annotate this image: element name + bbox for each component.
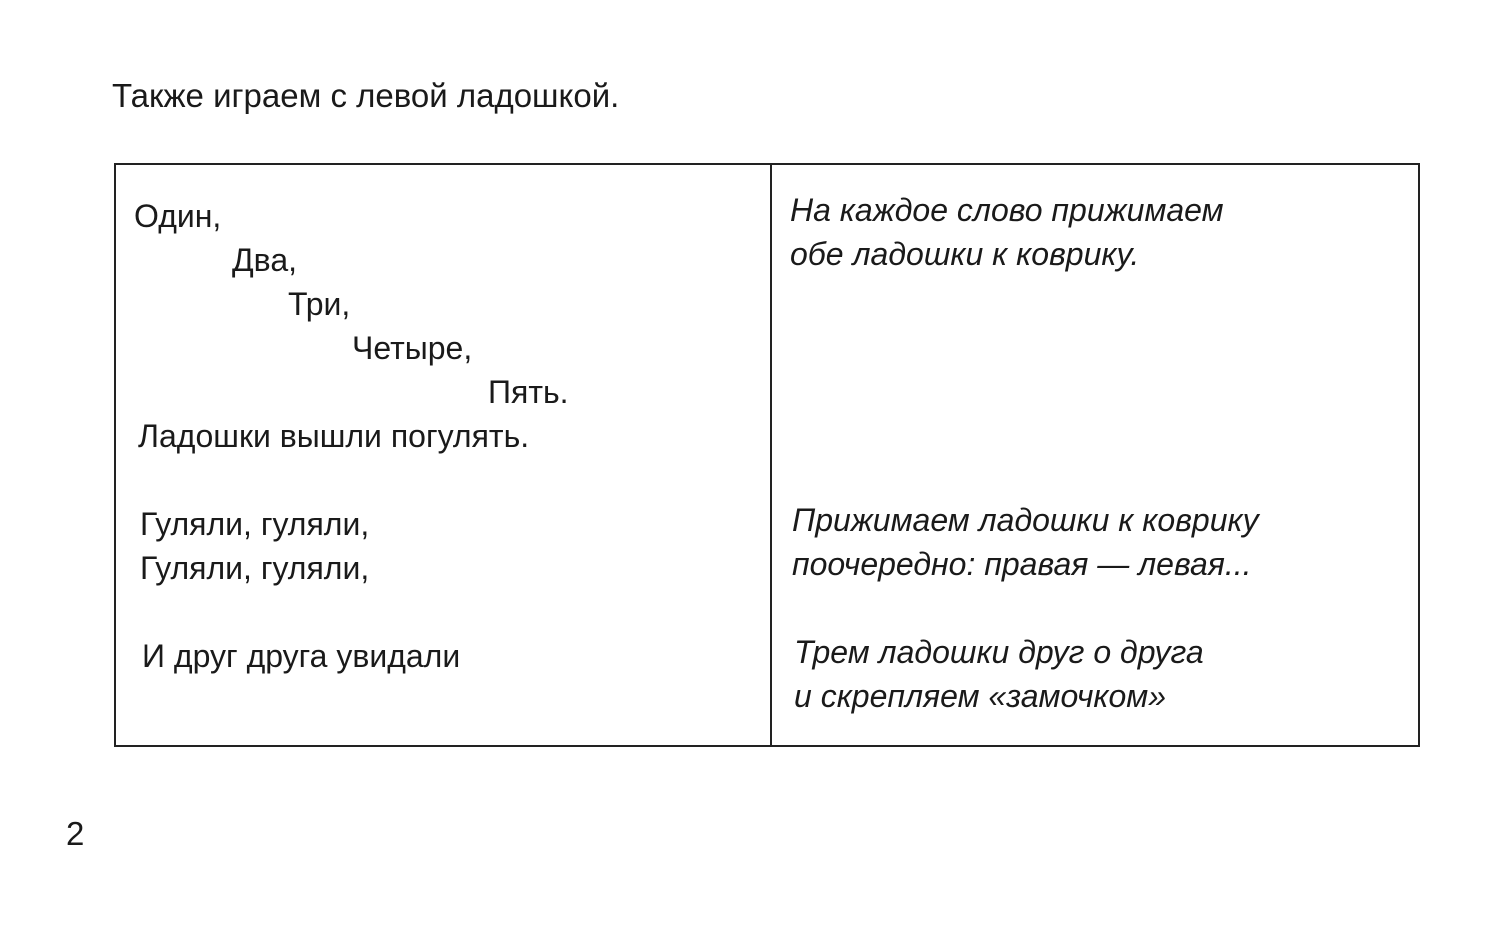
instruction-2-line-2: поочередно: правая — левая... bbox=[792, 546, 1252, 582]
rhyme-line-walk-out: Ладошки вышли погулять. bbox=[138, 418, 530, 454]
rhyme-line-walking-2: Гуляли, гуляли, bbox=[140, 550, 370, 586]
page-number: 2 bbox=[66, 815, 85, 852]
instruction-2-line-1: Прижимаем ладошки к коврику bbox=[792, 502, 1259, 538]
rhyme-line-count-3: Три, bbox=[288, 286, 351, 322]
rhyme-line-count-4: Четыре, bbox=[352, 330, 473, 366]
column-divider bbox=[770, 165, 772, 745]
rhyme-line-count-1: Один, bbox=[134, 198, 222, 234]
instruction-3-line-1: Трем ладошки друг о друга bbox=[794, 634, 1204, 670]
instruction-1-line-2: обе ладошки к коврику. bbox=[790, 236, 1140, 272]
rhyme-line-met: И друг друга увидали bbox=[142, 638, 461, 674]
instruction-1-line-1: На каждое слово прижимаем bbox=[790, 192, 1224, 228]
intro-text: Также играем с левой ладошкой. bbox=[112, 77, 620, 114]
rhyme-line-count-5: Пять. bbox=[488, 374, 569, 410]
rhyme-line-walking-1: Гуляли, гуляли, bbox=[140, 506, 370, 542]
rhyme-line-count-2: Два, bbox=[232, 242, 297, 278]
rhyme-table bbox=[114, 163, 1420, 747]
instruction-3-line-2: и скрепляем «замочком» bbox=[794, 678, 1167, 714]
